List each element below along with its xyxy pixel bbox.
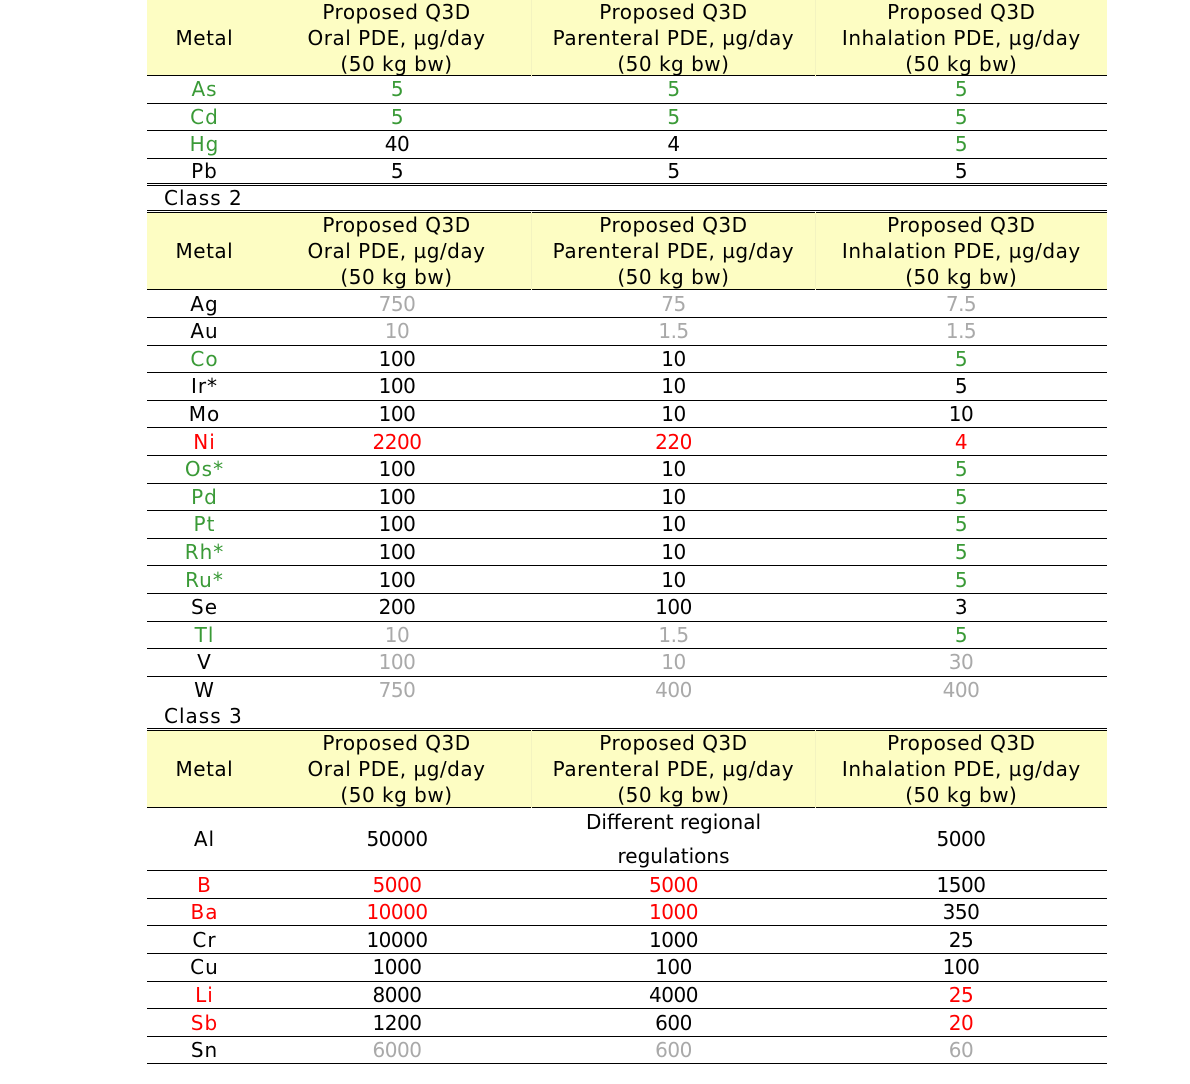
parenteral-value: 1.5 (658, 319, 689, 344)
metal-cell: Co (190, 346, 219, 371)
inhalation-value: 5 (954, 457, 968, 482)
oral-value: 100 (378, 484, 416, 509)
inhalation-value: 5 (954, 540, 968, 565)
metal-cell: Cu (190, 955, 219, 980)
parenteral-value: 10 (661, 567, 686, 592)
inhalation-value: 60 (948, 1038, 974, 1063)
oral-value: 40 (384, 132, 410, 157)
metal-cell: Ag (190, 291, 219, 316)
oral-value: 100 (378, 457, 416, 482)
table-row (147, 131, 1107, 159)
parenteral-value: 4000 (649, 982, 698, 1007)
inhalation-value: 5 (954, 484, 968, 509)
inhalation-value: 5 (954, 346, 968, 371)
inhalation-value: 5 (954, 77, 968, 102)
class1-header-row (147, 0, 1107, 76)
table-row (147, 539, 1107, 567)
table-row (147, 511, 1107, 539)
metal-column-header: Metal (175, 757, 234, 782)
parenteral-value: 5 (667, 77, 680, 102)
parenteral-value: 100 (655, 955, 692, 980)
metal-cell: Os* (184, 457, 225, 482)
class2-header-row (147, 213, 1107, 290)
inhalation-pde-column-header: Proposed Q3D Inhalation PDE, µg/day (50 kg bw) (841, 213, 1081, 290)
inhalation-value: 5 (954, 374, 968, 399)
oral-value: 750 (378, 678, 416, 703)
table-row (147, 982, 1107, 1010)
parenteral-value: 5000 (649, 872, 698, 897)
parenteral-value: 1000 (649, 927, 698, 952)
parenteral-pde-column-header: Proposed Q3D Parenteral PDE, µg/day (50 kg bw) (532, 0, 815, 77)
table-row (147, 954, 1107, 982)
inhalation-value: 3 (954, 595, 968, 620)
metal-cell: Sb (190, 1010, 219, 1035)
inhalation-value: 5 (954, 512, 968, 537)
class3-header-row (147, 731, 1107, 808)
metal-cell: Cr (192, 927, 217, 952)
parenteral-value: Different regional regulations (585, 810, 762, 869)
metal-cell: Pd (191, 484, 218, 509)
parenteral-value: 5 (667, 104, 680, 129)
metal-column-header: Metal (175, 25, 234, 50)
metal-cell: Se (191, 595, 218, 620)
metal-cell: Li (195, 982, 214, 1007)
table-row (147, 871, 1107, 899)
parenteral-value: 10 (661, 346, 686, 371)
parenteral-value: 10 (661, 484, 686, 509)
inhalation-value: 20 (948, 1010, 974, 1035)
oral-value: 100 (378, 567, 416, 592)
metal-cell: Pb (191, 159, 218, 184)
table-row (147, 159, 1107, 187)
class2-label: Class 2 (147, 186, 1107, 213)
table-row (147, 1037, 1107, 1065)
oral-value: 6000 (372, 1038, 422, 1063)
oral-value: 100 (378, 346, 416, 371)
parenteral-value: 10 (661, 540, 686, 565)
inhalation-value: 25 (948, 982, 974, 1007)
oral-value: 100 (378, 374, 416, 399)
oral-value: 10 (384, 622, 410, 647)
parenteral-value: 4 (667, 132, 680, 157)
parenteral-value: 5 (667, 159, 680, 184)
table-row (147, 401, 1107, 429)
inhalation-value: 5 (954, 104, 968, 129)
parenteral-value: 220 (655, 429, 692, 454)
inhalation-value: 5 (954, 159, 968, 184)
parenteral-value: 10 (661, 512, 686, 537)
parenteral-value: 75 (661, 291, 686, 316)
table-row (147, 677, 1107, 705)
oral-pde-column-header: Proposed Q3D Oral PDE, µg/day (50 kg bw) (262, 730, 532, 808)
parenteral-value: 10 (661, 650, 686, 675)
parenteral-pde-column-header: Proposed Q3D Parenteral PDE, µg/day (50 kg bw) (532, 212, 815, 290)
metal-cell: Mo (188, 402, 221, 427)
inhalation-value: 7.5 (945, 291, 977, 316)
table-row (147, 456, 1107, 484)
inhalation-value: 5 (954, 622, 968, 647)
table-row (147, 290, 1107, 318)
oral-value: 5 (390, 77, 404, 102)
metal-cell: Hg (189, 132, 220, 157)
table-row (147, 428, 1107, 456)
pde-document (147, 0, 1107, 1064)
class3-label: Class 3 (147, 704, 1107, 731)
oral-value: 100 (378, 512, 416, 537)
parenteral-value: 400 (655, 678, 692, 703)
oral-value: 2200 (372, 429, 422, 454)
metal-cell: Rh* (184, 540, 225, 565)
table-row (147, 594, 1107, 622)
oral-value: 8000 (372, 982, 422, 1007)
parenteral-value: 10 (661, 374, 686, 399)
metal-cell: Al (193, 827, 216, 852)
metal-cell: B (197, 872, 212, 897)
parenteral-value: 1000 (649, 900, 698, 925)
oral-value: 10000 (366, 900, 428, 925)
oral-value: 5 (390, 159, 404, 184)
inhalation-value: 10 (948, 402, 974, 427)
table-row (147, 346, 1107, 374)
table-row (147, 649, 1107, 677)
table-row (147, 926, 1107, 954)
parenteral-value: 600 (655, 1010, 692, 1035)
inhalation-value: 1500 (936, 872, 986, 897)
table-row (147, 566, 1107, 594)
metal-cell: Sn (190, 1038, 219, 1063)
oral-value: 200 (378, 595, 416, 620)
oral-value: 1200 (372, 1010, 422, 1035)
metal-cell: Tl (194, 622, 215, 647)
oral-pde-column-header: Proposed Q3D Oral PDE, µg/day (50 kg bw) (262, 212, 532, 290)
metal-cell: Pt (193, 512, 216, 537)
inhalation-pde-column-header: Proposed Q3D Inhalation PDE, µg/day (50 kg bw) (841, 731, 1081, 808)
inhalation-value: 30 (948, 650, 974, 675)
inhalation-value: 1.5 (945, 319, 977, 344)
oral-value: 750 (378, 291, 416, 316)
oral-pde-column-header: Proposed Q3D Oral PDE, µg/day (50 kg bw) (262, 0, 532, 77)
table-row (147, 484, 1107, 512)
table-row (147, 373, 1107, 401)
metal-cell: Ba (190, 900, 219, 925)
metal-cell: Ir* (190, 374, 219, 399)
table-row (147, 1009, 1107, 1037)
table-row (147, 318, 1107, 346)
table-row (147, 899, 1107, 927)
metal-cell: Au (190, 319, 219, 344)
table-row (147, 622, 1107, 650)
table-row (147, 104, 1107, 132)
inhalation-value: 4 (954, 429, 968, 454)
oral-value: 1000 (372, 955, 422, 980)
oral-value: 10 (384, 319, 410, 344)
oral-value: 10000 (366, 927, 428, 952)
inhalation-value: 5000 (936, 827, 986, 852)
inhalation-value: 25 (948, 927, 974, 952)
metal-cell: Ni (193, 429, 216, 454)
oral-value: 100 (378, 650, 416, 675)
inhalation-value: 100 (942, 955, 980, 980)
parenteral-value: 600 (655, 1038, 692, 1063)
parenteral-value: 10 (661, 457, 686, 482)
parenteral-value: 1.5 (658, 622, 689, 647)
metal-column-header: Metal (175, 239, 234, 264)
inhalation-value: 350 (942, 900, 980, 925)
metal-cell: Cd (190, 104, 219, 129)
metal-cell: As (191, 77, 218, 102)
parenteral-value: 100 (655, 595, 692, 620)
inhalation-value: 5 (954, 132, 968, 157)
metal-cell: Ru* (185, 567, 224, 592)
oral-value: 5000 (372, 872, 422, 897)
metal-cell: W (194, 678, 215, 703)
metal-cell: V (197, 650, 212, 675)
inhalation-value: 5 (954, 567, 968, 592)
oral-value: 5 (390, 104, 404, 129)
parenteral-pde-column-header: Proposed Q3D Parenteral PDE, µg/day (50 kg bw) (532, 730, 815, 808)
table-row (147, 808, 1107, 871)
parenteral-value: 10 (661, 402, 686, 427)
inhalation-pde-column-header: Proposed Q3D Inhalation PDE, µg/day (50 kg bw) (841, 0, 1081, 76)
oral-value: 100 (378, 540, 416, 565)
inhalation-value: 400 (942, 678, 980, 703)
oral-value: 100 (378, 402, 416, 427)
oral-value: 50000 (366, 827, 428, 852)
table-row (147, 76, 1107, 104)
